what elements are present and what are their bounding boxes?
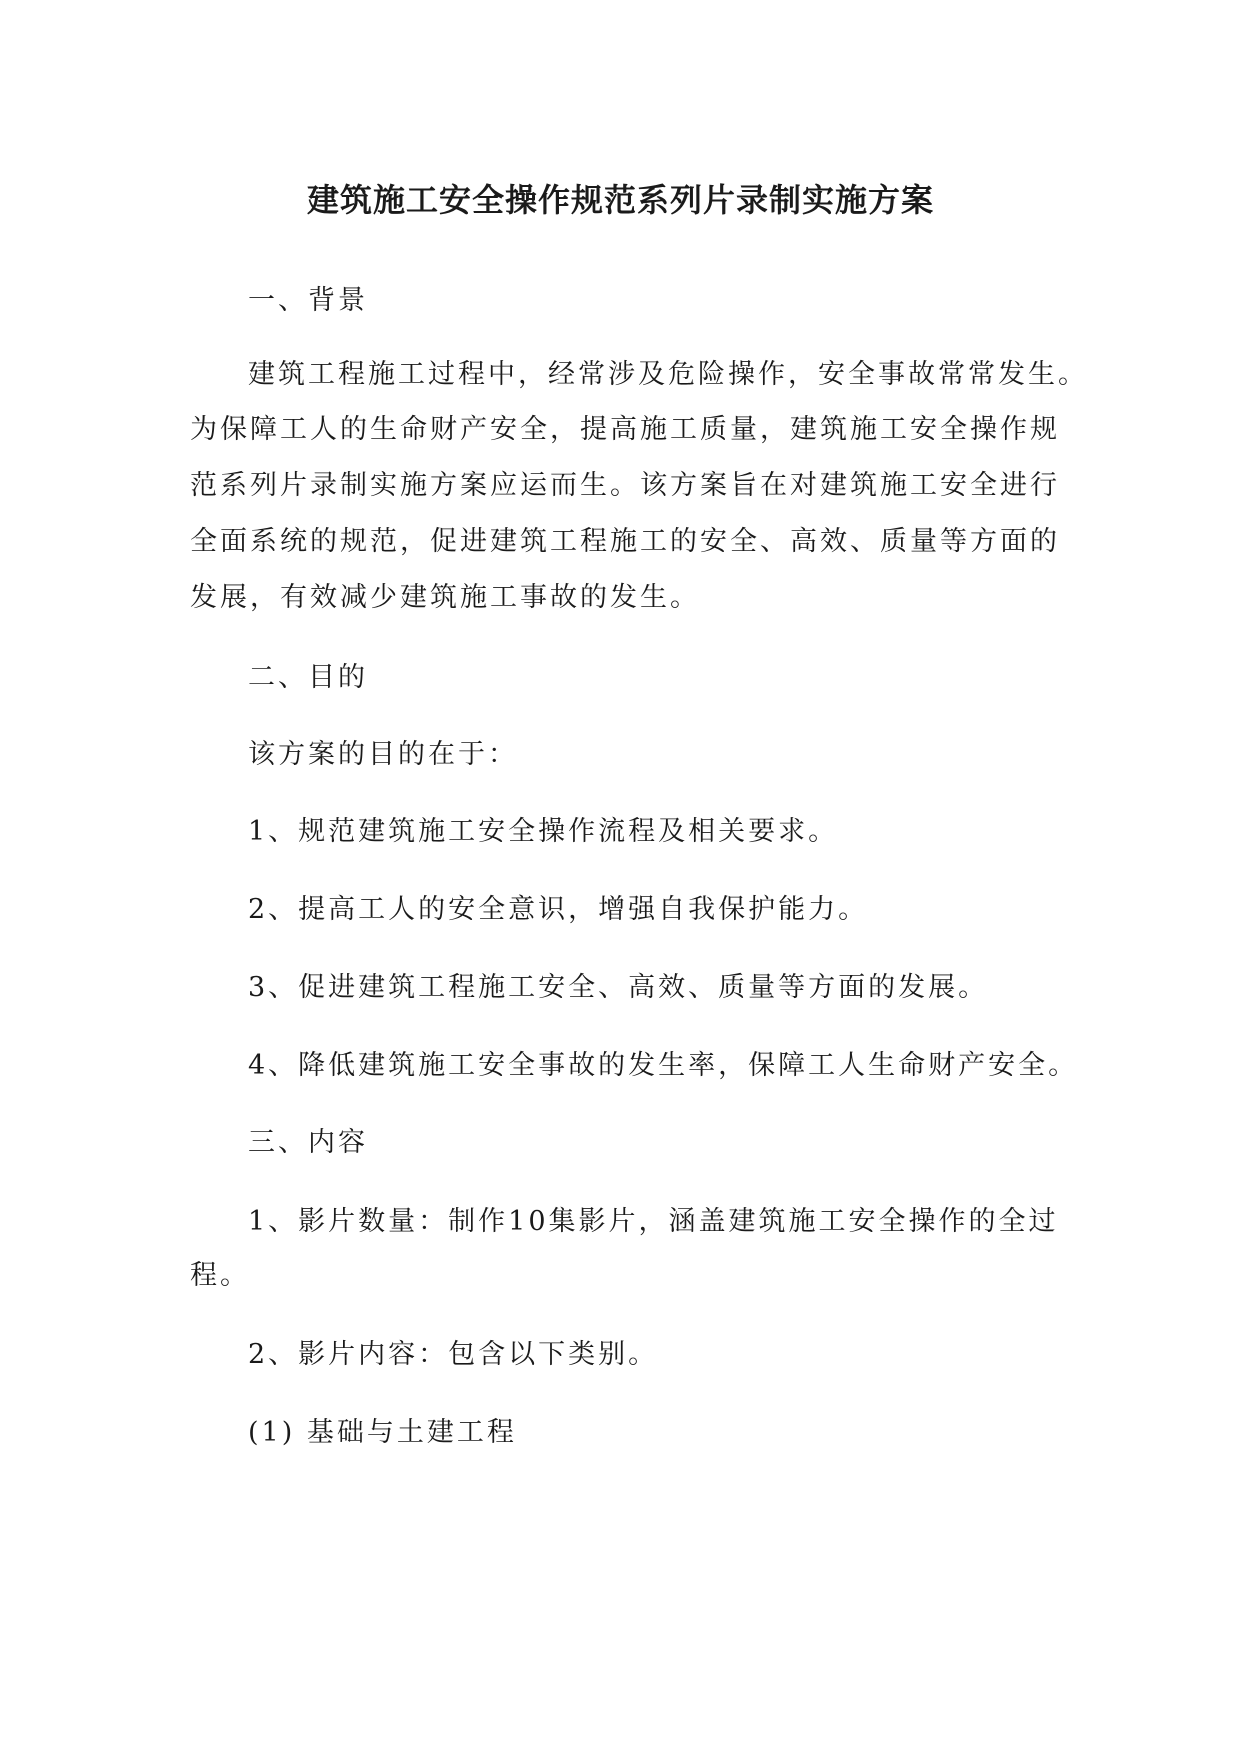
section-heading-purpose: 二、目的 (248, 662, 368, 693)
purpose-item-1: 1、规范建筑施工安全操作流程及相关要求。 (248, 816, 839, 847)
background-paragraph-line-5: 发展，有效减少建筑施工事故的发生。 (190, 582, 700, 613)
background-paragraph-line-4: 全面系统的规范，促进建筑工程施工的安全、高效、质量等方面的 (190, 526, 1060, 557)
content-subitem-1: (1) 基础与土建工程 (248, 1417, 517, 1448)
section-heading-background: 一、背景 (248, 285, 368, 316)
background-paragraph-line-2: 为保障工人的生命财产安全，提高施工质量，建筑施工安全操作规 (190, 414, 1060, 445)
background-paragraph-line-1: 建筑工程施工过程中，经常涉及危险操作，安全事故常常发生。 (248, 359, 1088, 390)
content-item-1-line-1: 1、影片数量：制作10集影片，涵盖建筑施工安全操作的全过 (248, 1206, 1059, 1237)
purpose-item-2: 2、提高工人的安全意识，增强自我保护能力。 (248, 894, 869, 925)
purpose-item-4: 4、降低建筑施工安全事故的发生率，保障工人生命财产安全。 (248, 1050, 1079, 1081)
background-paragraph-line-3: 范系列片录制实施方案应运而生。该方案旨在对建筑施工安全进行 (190, 470, 1060, 501)
document-title: 建筑施工安全操作规范系列片录制实施方案 (306, 181, 934, 219)
section-heading-content: 三、内容 (248, 1127, 368, 1158)
purpose-item-3: 3、促进建筑工程施工安全、高效、质量等方面的发展。 (248, 972, 989, 1003)
content-item-1-line-2: 程。 (190, 1260, 250, 1291)
purpose-intro: 该方案的目的在于： (248, 739, 518, 770)
content-item-2: 2、影片内容：包含以下类别。 (248, 1339, 659, 1370)
